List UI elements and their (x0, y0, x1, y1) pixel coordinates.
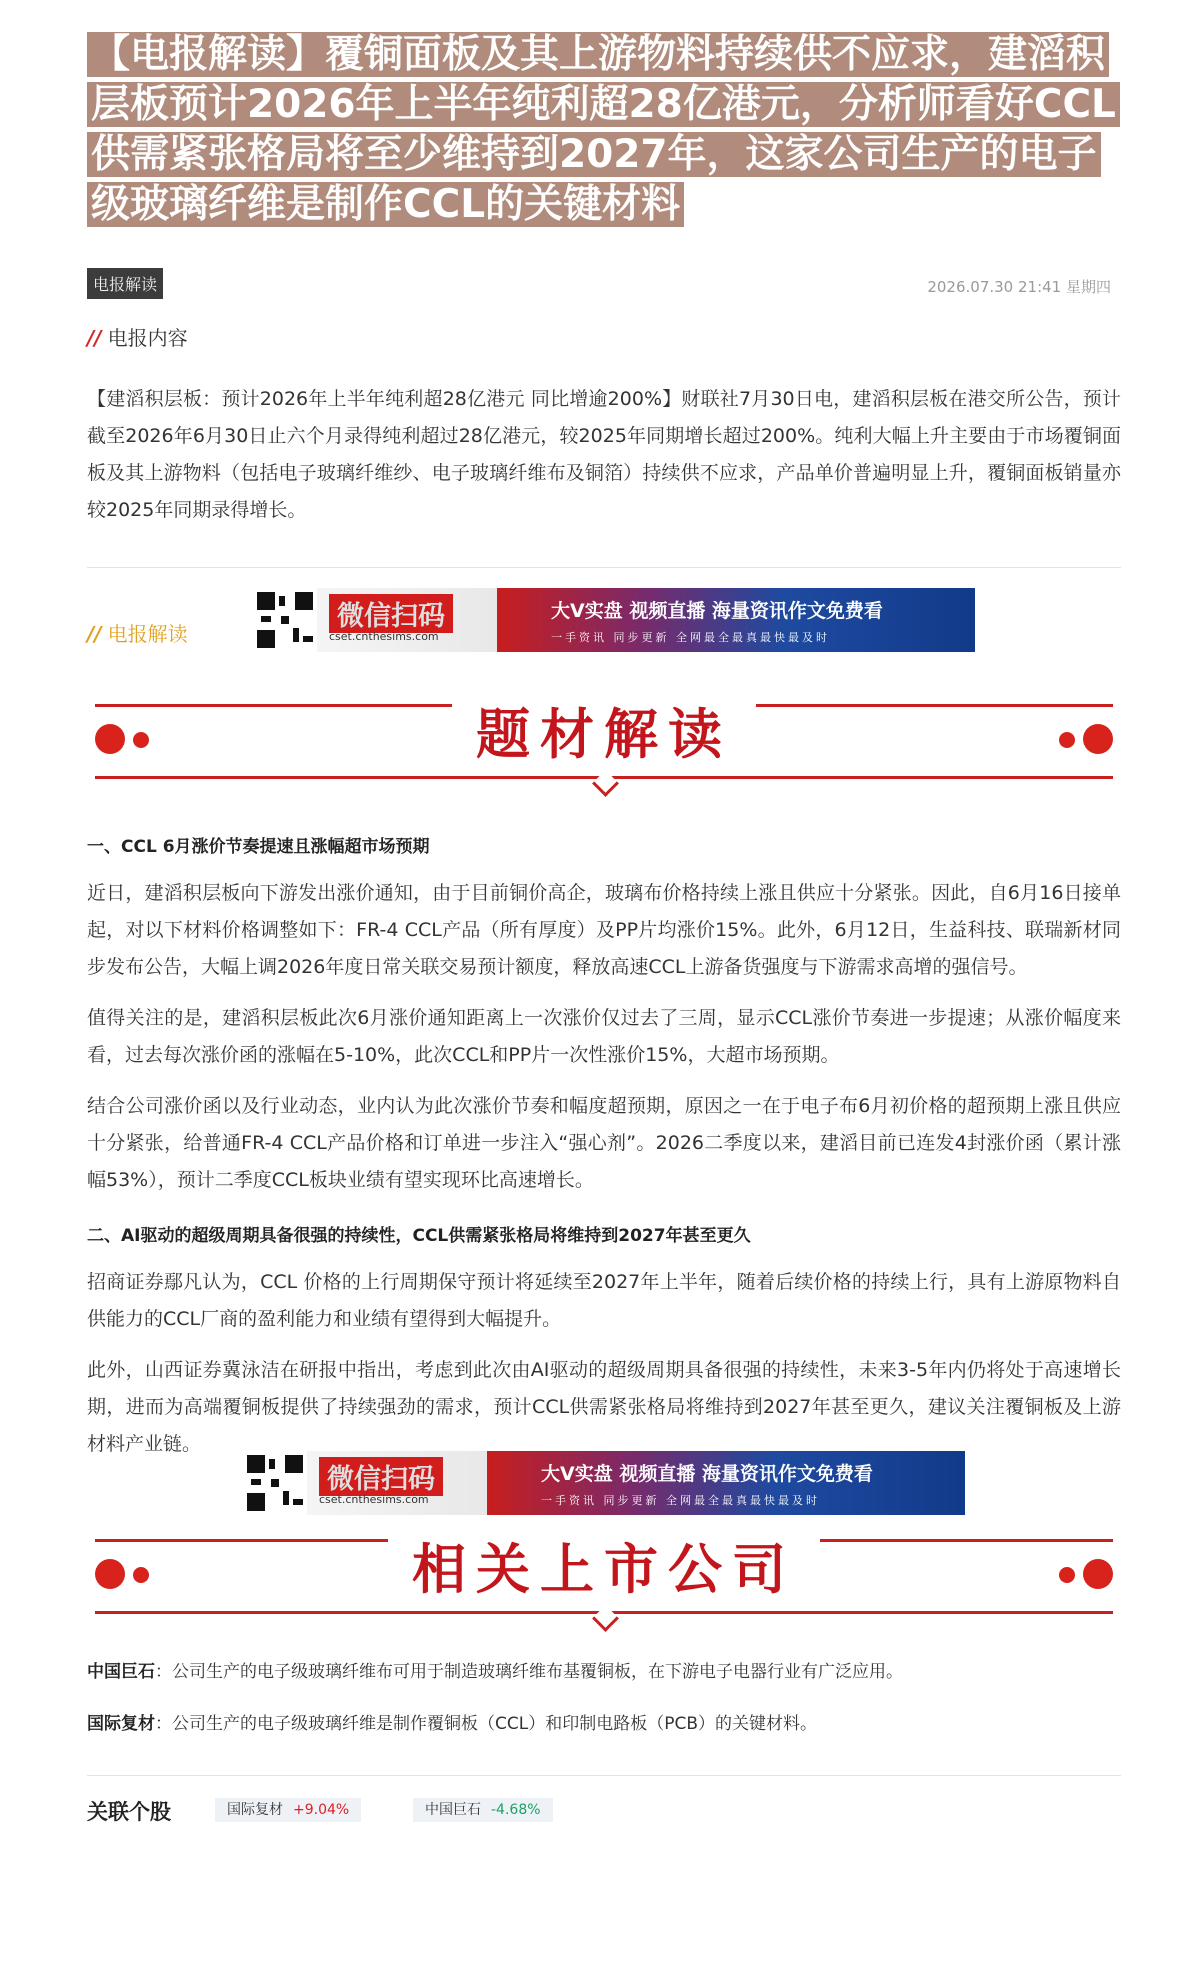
theme-interpretation-banner (87, 686, 1121, 796)
banner-url: cset.cnthesims.com (319, 1493, 429, 1506)
section2-heading: 二、AI驱动的超级周期具备很强的持续性，CCL供需紧张格局将维持到2027年甚至更久 (87, 1226, 751, 1246)
stock-change: +9.04% (293, 1802, 350, 1818)
companies-banner-title: 相关上市公司 (388, 1527, 820, 1604)
decorative-dot (1059, 1567, 1075, 1583)
article-meta (87, 268, 1121, 308)
stock-chip[interactable] (413, 1798, 553, 1822)
section1-paragraph-2: 值得关注的是，建滔积层板此次6月涨价通知距离上一次涨价仅过去了三周，显示CCL涨价节奏进一步提速；从涨价幅度来看，过去每次涨价函的涨幅在5-10%，此次CCL和PP片一次性涨价15%，大超市场预期。 (87, 1007, 1121, 1066)
telegram-section-label: // 电报内容 (87, 326, 188, 350)
banner-notch (592, 770, 619, 797)
article-headline: 【电报解读】覆铜面板及其上游物料持续供不应求，建滔积层板预计2026年上半年纯利超28亿港元，分析师看好CCL供需紧张格局将至少维持到2027年，这家公司生产的电子级玻璃纤维是制作CCL的关键材料 (87, 30, 1121, 230)
stock-chip[interactable] (215, 1798, 361, 1822)
section2-paragraph-2: 此外，山西证券冀泳洁在研报中指出，考虑到此次由AI驱动的超级周期具备很强的持续性，未来3-5年内仍将处于高速增长期，进而为高端覆铜板提供了持续强劲的需求，预计CCL供需紧张格局将维持到2027年甚至更久，建议关注覆铜板及上游材料产业链。 (87, 1359, 1121, 1455)
banner-scan-text: 微信扫码 (319, 1457, 443, 1496)
banner-slogan: 大V实盘 视频直播 海量资讯作文免费看 (541, 1463, 873, 1485)
company-desc: ：公司生产的电子级玻璃纤维是制作覆铜板（CCL）和印制电路板（PCB）的关键材料。 (155, 1714, 817, 1734)
company-item (87, 1657, 1121, 1687)
analysis-header (87, 588, 1121, 664)
section2-paragraph-1: 招商证券鄢凡认为，CCL 价格的上行周期保守预计将延续至2027年上半年，随着后续价格的持续上行，具有上游原物料自供能力的CCL厂商的盈利能力和业绩有望得到大幅提升。 (87, 1271, 1121, 1330)
decorative-dot (95, 1559, 125, 1589)
qr-code-icon (243, 1451, 307, 1515)
divider (87, 567, 1121, 568)
decorative-dot (1083, 724, 1113, 754)
section1-paragraph-3: 结合公司涨价函以及行业动态，业内认为此次涨价节奏和幅度超预期，原因之一在于电子布6月初价格的超预期上涨且供应十分紧张，给普通FR-4 CCL产品价格和订单进一步注入“强心剂”。2026二季度以来，建滔目前已连发4封涨价函（累计涨幅53%），预计二季度CCL板块业绩有望实现环比高速增长。 (87, 1095, 1121, 1191)
decorative-dot (95, 724, 125, 754)
company-name[interactable]: 中国巨石 (87, 1662, 155, 1682)
telegram-content: 【建滔积层板：预计2026年上半年纯利超28亿港元 同比增逾200%】财联社7月30日电，建滔积层板在港交所公告，预计截至2026年6月30日止六个月录得纯利超过28亿港元，较2025年同期增长超过200%。纯利大幅上升主要由于市场覆铜面板及其上游物料（包括电子玻璃纤维纱、电子玻璃纤维布及铜箔）持续供不应求，产品单价普遍明显上升，覆铜面板销量亦较2025年同期录得增长。 (87, 388, 1121, 521)
publish-datetime: 2026.07.30 21:41 星期四 (927, 278, 1111, 296)
banner-left (307, 1451, 487, 1515)
banner-left (317, 588, 497, 652)
theme-banner-title: 题材解读 (452, 692, 756, 769)
related-companies-banner (87, 1521, 1121, 1631)
stock-name: 中国巨石 (425, 1802, 481, 1818)
analysis-section-label: // 电报解读 (87, 622, 188, 646)
company-desc: ：公司生产的电子级玻璃纤维布可用于制造玻璃纤维布基覆铜板，在下游电子电器行业有广泛应用。 (155, 1662, 903, 1682)
banner-url: cset.cnthesims.com (329, 630, 439, 643)
decorative-dot (133, 732, 149, 748)
slash-icon: // (87, 622, 102, 646)
related-stocks (87, 1775, 1121, 1826)
qr-code-icon (253, 588, 317, 652)
decorative-dot (1059, 732, 1075, 748)
banner-right (487, 1451, 965, 1515)
section1-heading: 一、CCL 6月涨价节奏提速且涨幅超市场预期 (87, 837, 430, 857)
banner-subslogan: 一手资讯 同步更新 全网最全最真最快最及时 (541, 1494, 820, 1507)
banner-slogan: 大V实盘 视频直播 海量资讯作文免费看 (551, 600, 883, 622)
wechat-scan-banner[interactable] (243, 1451, 965, 1515)
related-stocks-title: 关联个股 (87, 1800, 171, 1824)
company-name[interactable]: 国际复材 (87, 1714, 155, 1734)
article-page (87, 0, 1121, 1826)
wechat-scan-banner[interactable] (253, 588, 975, 652)
section1-paragraph-1: 近日，建滔积层板向下游发出涨价通知，由于目前铜价高企，玻璃布价格持续上涨且供应十分紧张。因此，自6月16日接单起，对以下材料价格调整如下：FR-4 CCL产品（所有厚度）及PP片均涨价15%。此外，6月12日，生益科技、联瑞新材同步发布公告，大幅上调2026年度日常关联交易预计额度，释放高速CCL上游备货强度与下游需求高增的强信号。 (87, 882, 1121, 978)
slash-icon: // (87, 326, 102, 350)
company-item (87, 1709, 1121, 1739)
decorative-dot (1083, 1559, 1113, 1589)
decorative-dot (133, 1567, 149, 1583)
banner-scan-text: 微信扫码 (329, 594, 453, 633)
stock-name: 国际复材 (227, 1802, 283, 1818)
banner-notch (592, 1605, 619, 1632)
banner-right (497, 588, 975, 652)
banner-subslogan: 一手资讯 同步更新 全网最全最真最快最及时 (551, 631, 830, 644)
stock-change: -4.68% (491, 1802, 541, 1818)
wechat-banner-wrapper (87, 1451, 1121, 1515)
category-tag[interactable]: 电报解读 (87, 268, 163, 299)
